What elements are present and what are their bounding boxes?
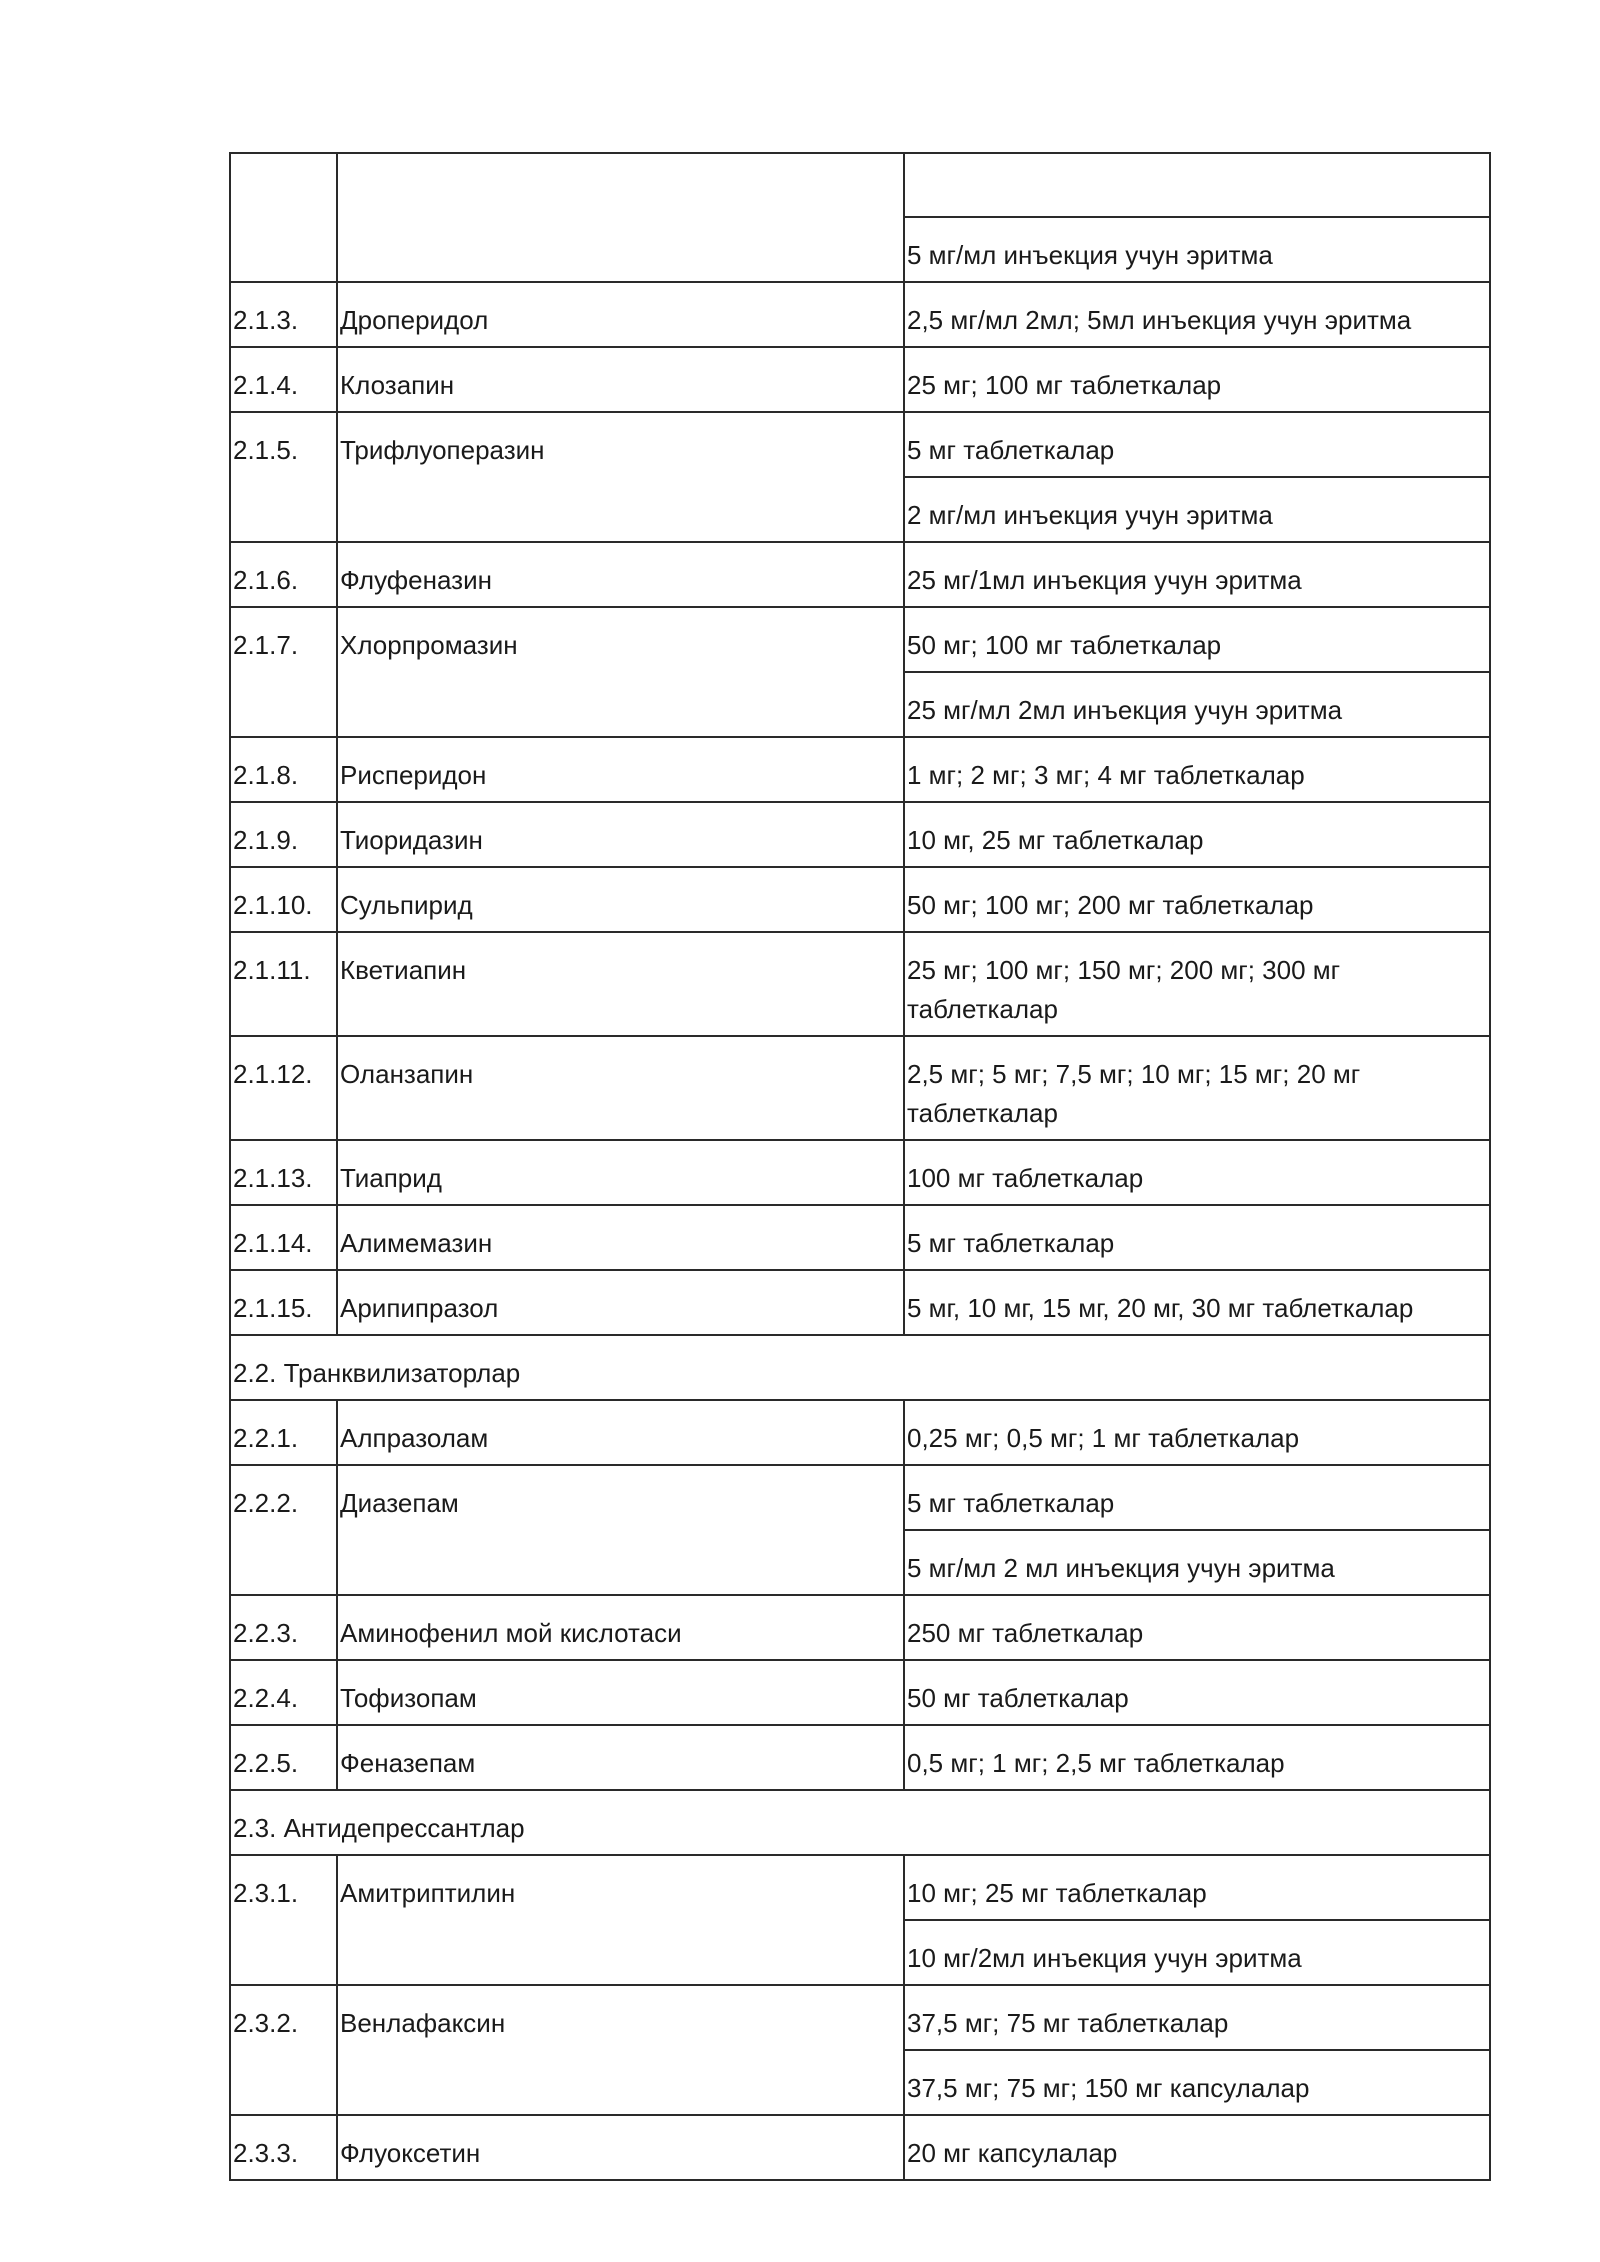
dosage-form: 2,5 мг; 5 мг; 7,5 мг; 10 мг; 15 мг; 20 мг таблеткалар bbox=[904, 1036, 1490, 1140]
item-code: 2.2.4. bbox=[230, 1660, 337, 1725]
table-row bbox=[230, 1140, 1490, 1205]
item-code: 2.1.12. bbox=[230, 1036, 337, 1140]
dosage-form: 100 мг таблеткалар bbox=[904, 1140, 1490, 1205]
table-row bbox=[230, 542, 1490, 607]
dosage-form bbox=[904, 153, 1490, 217]
drug-name: Феназепам bbox=[337, 1725, 904, 1790]
dosage-form: 2,5 мг/мл 2мл; 5мл инъекция учун эритма bbox=[904, 282, 1490, 347]
drug-name: Тиоридазин bbox=[337, 802, 904, 867]
dosage-form: 25 мг; 100 мг; 150 мг; 200 мг; 300 мг таблеткалар bbox=[904, 932, 1490, 1036]
item-code: 2.1.7. bbox=[230, 607, 337, 737]
dosage-form: 10 мг, 25 мг таблеткалар bbox=[904, 802, 1490, 867]
dosage-form: 5 мг, 10 мг, 15 мг, 20 мг, 30 мг таблеткалар bbox=[904, 1270, 1490, 1335]
dosage-form: 25 мг/мл 2мл инъекция учун эритма bbox=[904, 672, 1490, 737]
item-code: 2.2.1. bbox=[230, 1400, 337, 1465]
drug-name: Диазепам bbox=[337, 1465, 904, 1595]
table-row bbox=[230, 1855, 1490, 1920]
drug-name: Рисперидон bbox=[337, 737, 904, 802]
dosage-form: 37,5 мг; 75 мг; 150 мг капсулалар bbox=[904, 2050, 1490, 2115]
dosage-form: 25 мг; 100 мг таблеткалар bbox=[904, 347, 1490, 412]
dosage-form: 50 мг; 100 мг; 200 мг таблеткалар bbox=[904, 867, 1490, 932]
item-code: 2.1.9. bbox=[230, 802, 337, 867]
item-code: 2.2.5. bbox=[230, 1725, 337, 1790]
table-row bbox=[230, 1985, 1490, 2050]
dosage-form: 10 мг/2мл инъекция учун эритма bbox=[904, 1920, 1490, 1985]
item-code bbox=[230, 153, 337, 282]
drug-name: Аминофенил мой кислотаси bbox=[337, 1595, 904, 1660]
item-code: 2.1.13. bbox=[230, 1140, 337, 1205]
dosage-form: 50 мг; 100 мг таблеткалар bbox=[904, 607, 1490, 672]
drug-name: Алпразолам bbox=[337, 1400, 904, 1465]
drug-name bbox=[337, 153, 904, 282]
drug-name: Флуфеназин bbox=[337, 542, 904, 607]
item-code: 2.3.1. bbox=[230, 1855, 337, 1985]
section-title: 2.2. Транквилизаторлар bbox=[230, 1335, 1490, 1400]
item-code: 2.2.3. bbox=[230, 1595, 337, 1660]
drug-name: Тиаприд bbox=[337, 1140, 904, 1205]
table-row bbox=[230, 1595, 1490, 1660]
dosage-form: 10 мг; 25 мг таблеткалар bbox=[904, 1855, 1490, 1920]
drug-name: Трифлуоперазин bbox=[337, 412, 904, 542]
drug-name: Оланзапин bbox=[337, 1036, 904, 1140]
dosage-form: 25 мг/1мл инъекция учун эритма bbox=[904, 542, 1490, 607]
dosage-form: 2 мг/мл инъекция учун эритма bbox=[904, 477, 1490, 542]
dosage-form: 0,25 мг; 0,5 мг; 1 мг таблеткалар bbox=[904, 1400, 1490, 1465]
table-row bbox=[230, 153, 1490, 217]
table-row bbox=[230, 932, 1490, 1036]
item-code: 2.1.15. bbox=[230, 1270, 337, 1335]
dosage-form: 5 мг/мл инъекция учун эритма bbox=[904, 217, 1490, 282]
table-row bbox=[230, 1660, 1490, 1725]
table-row bbox=[230, 1725, 1490, 1790]
table-row bbox=[230, 1465, 1490, 1530]
item-code: 2.1.3. bbox=[230, 282, 337, 347]
drug-name: Дроперидол bbox=[337, 282, 904, 347]
drug-name: Венлафаксин bbox=[337, 1985, 904, 2115]
dosage-form: 0,5 мг; 1 мг; 2,5 мг таблеткалар bbox=[904, 1725, 1490, 1790]
drug-name: Кветиапин bbox=[337, 932, 904, 1036]
table-row bbox=[230, 282, 1490, 347]
dosage-form: 50 мг таблеткалар bbox=[904, 1660, 1490, 1725]
dosage-form: 5 мг таблеткалар bbox=[904, 1465, 1490, 1530]
item-code: 2.2.2. bbox=[230, 1465, 337, 1595]
item-code: 2.1.6. bbox=[230, 542, 337, 607]
drug-name: Алимемазин bbox=[337, 1205, 904, 1270]
item-code: 2.3.2. bbox=[230, 1985, 337, 2115]
item-code: 2.3.3. bbox=[230, 2115, 337, 2180]
section-row bbox=[230, 1335, 1490, 1400]
dosage-form: 5 мг таблеткалар bbox=[904, 1205, 1490, 1270]
table-row bbox=[230, 347, 1490, 412]
item-code: 2.1.5. bbox=[230, 412, 337, 542]
table-row bbox=[230, 1400, 1490, 1465]
item-code: 2.1.10. bbox=[230, 867, 337, 932]
table-row bbox=[230, 2115, 1490, 2180]
table-row bbox=[230, 1270, 1490, 1335]
table-row bbox=[230, 1205, 1490, 1270]
item-code: 2.1.14. bbox=[230, 1205, 337, 1270]
drug-name: Флуоксетин bbox=[337, 2115, 904, 2180]
drug-name: Клозапин bbox=[337, 347, 904, 412]
table-row bbox=[230, 412, 1490, 477]
drug-name: Хлорпромазин bbox=[337, 607, 904, 737]
dosage-form: 250 мг таблеткалар bbox=[904, 1595, 1490, 1660]
item-code: 2.1.4. bbox=[230, 347, 337, 412]
section-title: 2.3. Антидепрессантлар bbox=[230, 1790, 1490, 1855]
table-row bbox=[230, 737, 1490, 802]
item-code: 2.1.11. bbox=[230, 932, 337, 1036]
drug-name: Сульпирид bbox=[337, 867, 904, 932]
medicine-table bbox=[229, 152, 1491, 2181]
table-row bbox=[230, 802, 1490, 867]
dosage-form: 5 мг/мл 2 мл инъекция учун эритма bbox=[904, 1530, 1490, 1595]
drug-name: Амитриптилин bbox=[337, 1855, 904, 1985]
table-row bbox=[230, 867, 1490, 932]
dosage-form: 5 мг таблеткалар bbox=[904, 412, 1490, 477]
item-code: 2.1.8. bbox=[230, 737, 337, 802]
dosage-form: 20 мг капсулалар bbox=[904, 2115, 1490, 2180]
drug-name: Арипипразол bbox=[337, 1270, 904, 1335]
table-row bbox=[230, 1036, 1490, 1140]
dosage-form: 37,5 мг; 75 мг таблеткалар bbox=[904, 1985, 1490, 2050]
dosage-form: 1 мг; 2 мг; 3 мг; 4 мг таблеткалар bbox=[904, 737, 1490, 802]
drug-name: Тофизопам bbox=[337, 1660, 904, 1725]
table-row bbox=[230, 607, 1490, 672]
section-row bbox=[230, 1790, 1490, 1855]
